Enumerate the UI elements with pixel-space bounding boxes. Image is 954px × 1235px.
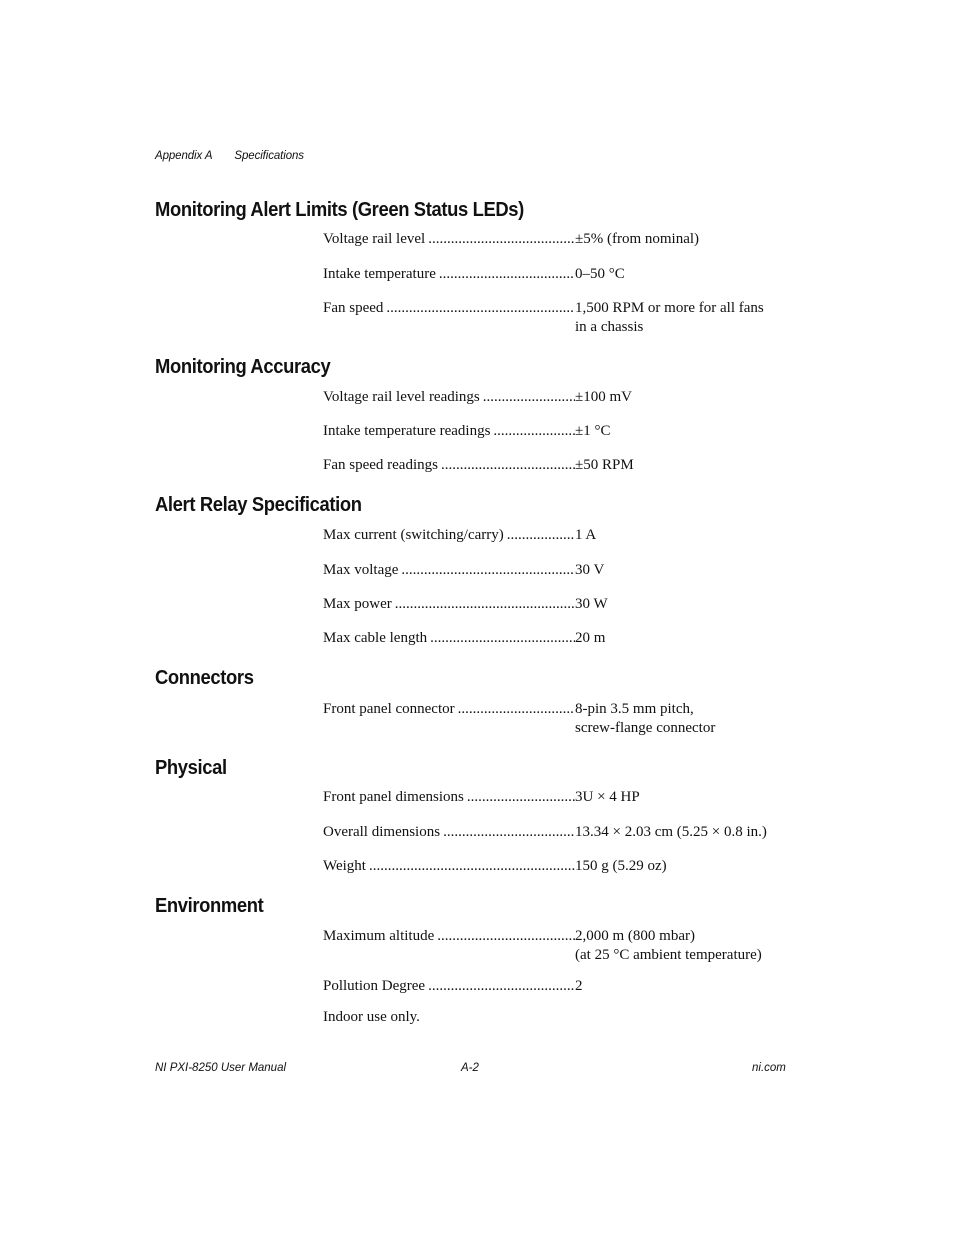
- leader-dots: [458, 700, 575, 719]
- leader-dots: [439, 265, 575, 284]
- leader-dots: [507, 526, 575, 545]
- spec-label: Weight: [323, 858, 366, 874]
- leader-dots: [443, 823, 575, 842]
- spec-row-intake-temperature: [323, 265, 793, 284]
- leader-dots: [441, 456, 575, 475]
- footer-site: ni.com: [752, 1062, 786, 1074]
- leader-dots: [428, 230, 575, 249]
- heading-environment: Environment: [155, 895, 264, 917]
- spec-label: Max voltage: [323, 562, 399, 578]
- leader-dots: [483, 388, 575, 407]
- spec-row-fan-speed-readings: [323, 456, 793, 475]
- spec-value: 3U × 4 HP: [575, 789, 640, 805]
- footer-page-number: A-2: [461, 1062, 479, 1074]
- spec-value: 30 W: [575, 596, 608, 612]
- spec-value-continued: in a chassis: [575, 319, 644, 335]
- leader-dots: [430, 629, 575, 648]
- spec-label: Fan speed readings: [323, 457, 438, 473]
- spec-value: 1 A: [575, 527, 597, 543]
- spec-label: Front panel connector: [323, 701, 455, 717]
- spec-row-intake-temperature-readings: [323, 422, 793, 441]
- indoor-use-note: Indoor use only.: [323, 1009, 420, 1025]
- leader-dots: [395, 595, 575, 614]
- footer-manual-title: NI PXI-8250 User Manual: [155, 1062, 287, 1074]
- spec-label: Voltage rail level: [323, 231, 426, 247]
- spec-label: Overall dimensions: [323, 824, 441, 840]
- spec-value: 13.34 × 2.03 cm (5.25 × 0.8 in.): [575, 824, 767, 840]
- heading-physical: Physical: [155, 757, 227, 779]
- spec-row-fan-speed: [323, 299, 793, 337]
- spec-value: 8-pin 3.5 mm pitch,: [575, 701, 694, 717]
- leader-dots: [467, 788, 575, 807]
- spec-row-weight: [323, 857, 793, 876]
- spec-row-max-cable-length: [323, 629, 793, 648]
- spec-value-continued: screw-flange connector: [575, 720, 716, 736]
- spec-row-max-voltage: [323, 561, 793, 580]
- spec-label: Max current (switching/carry): [323, 527, 504, 543]
- spec-value: ±50 RPM: [575, 457, 634, 473]
- spec-label: Maximum altitude: [323, 928, 435, 944]
- heading-monitoring-alert-limits: Monitoring Alert Limits (Green Status LEDs): [155, 199, 524, 221]
- spec-label: Pollution Degree: [323, 978, 426, 994]
- spec-row-max-power: [323, 595, 793, 614]
- spec-value: ±100 mV: [575, 389, 632, 405]
- spec-label: Fan speed: [323, 300, 384, 316]
- spec-label: Front panel dimensions: [323, 789, 464, 805]
- spec-value: 2: [575, 978, 583, 994]
- spec-value: 150 g (5.29 oz): [575, 858, 667, 874]
- leader-dots: [428, 977, 575, 996]
- spec-row-max-current: [323, 526, 793, 545]
- appendix-label: Appendix A: [155, 150, 213, 162]
- leader-dots: [369, 857, 575, 876]
- spec-row-maximum-altitude: [323, 927, 793, 965]
- spec-label: Voltage rail level readings: [323, 389, 480, 405]
- heading-alert-relay-specification: Alert Relay Specification: [155, 494, 362, 516]
- spec-row-voltage-rail-level-readings: [323, 388, 793, 407]
- spec-value: 0–50 °C: [575, 266, 625, 282]
- heading-connectors: Connectors: [155, 667, 254, 689]
- leader-dots: [401, 561, 575, 580]
- spec-row-voltage-rail-level: [323, 230, 793, 249]
- spec-value: 2,000 m (800 mbar): [575, 928, 695, 944]
- spec-value: 20 m: [575, 630, 606, 646]
- spec-label: Max cable length: [323, 630, 428, 646]
- spec-value: ±5% (from nominal): [575, 231, 700, 247]
- spec-row-overall-dimensions: [323, 823, 793, 842]
- spec-label: Intake temperature: [323, 266, 436, 282]
- spec-row-front-panel-dimensions: [323, 788, 793, 807]
- heading-monitoring-accuracy: Monitoring Accuracy: [155, 356, 331, 378]
- spec-value-continued: (at 25 °C ambient temperature): [575, 947, 762, 963]
- spec-value: ±1 °C: [575, 423, 611, 439]
- spec-label: Max power: [323, 596, 392, 612]
- leader-dots: [493, 422, 575, 441]
- leader-dots: [386, 299, 575, 318]
- spec-row-front-panel-connector: [323, 700, 793, 738]
- section-label: Specifications: [234, 150, 304, 162]
- spec-label: Intake temperature readings: [323, 423, 491, 439]
- spec-row-pollution-degree: [323, 977, 793, 996]
- leader-dots: [437, 927, 575, 946]
- spec-value: 1,500 RPM or more for all fans: [575, 300, 764, 316]
- running-header: [155, 150, 304, 162]
- spec-value: 30 V: [575, 562, 605, 578]
